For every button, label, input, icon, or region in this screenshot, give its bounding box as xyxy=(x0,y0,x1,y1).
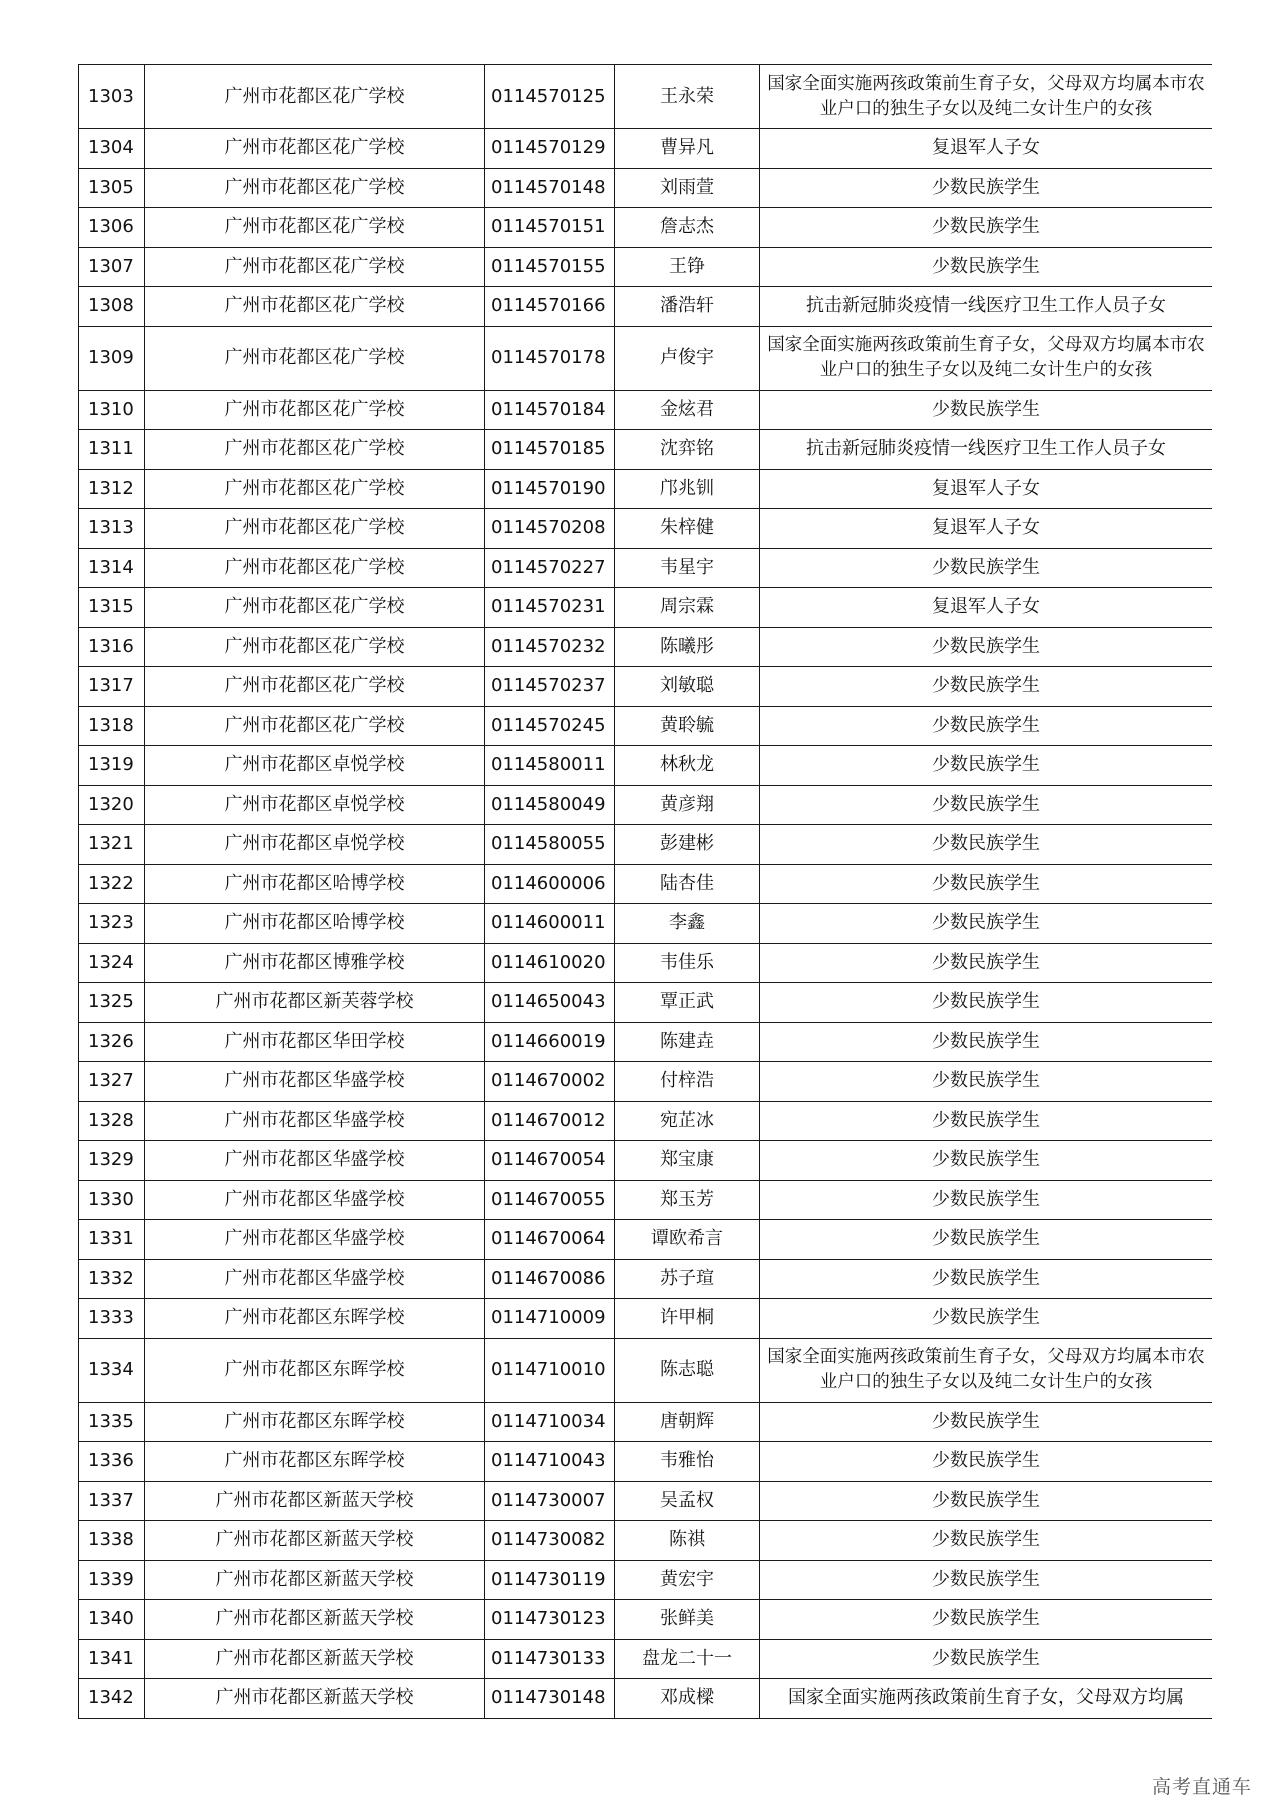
eligibility-category-cell: 少数民族学生 xyxy=(760,983,1213,1023)
student-name-cell: 潘浩轩 xyxy=(615,287,760,327)
table-row xyxy=(79,1442,1213,1482)
student-name-cell: 覃正武 xyxy=(615,983,760,1023)
school-name-cell: 广州市花都区花广学校 xyxy=(145,208,485,248)
table-row xyxy=(79,746,1213,786)
student-name-cell: 黄聆毓 xyxy=(615,706,760,746)
table-row xyxy=(79,1022,1213,1062)
table-row xyxy=(79,1521,1213,1561)
student-id-cell: 0114570237 xyxy=(485,667,615,707)
table-row xyxy=(79,1299,1213,1339)
school-name-cell: 广州市花都区华田学校 xyxy=(145,1022,485,1062)
eligibility-category-cell: 少数民族学生 xyxy=(760,1220,1213,1260)
school-name-cell: 广州市花都区花广学校 xyxy=(145,667,485,707)
eligibility-category-cell: 抗击新冠肺炎疫情一线医疗卫生工作人员子女 xyxy=(760,430,1213,470)
row-number-cell: 1320 xyxy=(79,785,145,825)
table-row xyxy=(79,1220,1213,1260)
eligibility-category-cell: 少数民族学生 xyxy=(760,1442,1213,1482)
student-id-cell: 0114730123 xyxy=(485,1600,615,1640)
school-name-cell: 广州市花都区花广学校 xyxy=(145,129,485,169)
row-number-cell: 1312 xyxy=(79,469,145,509)
school-name-cell: 广州市花都区花广学校 xyxy=(145,627,485,667)
eligibility-category-cell: 少数民族学生 xyxy=(760,1402,1213,1442)
student-name-cell: 韦雅怡 xyxy=(615,1442,760,1482)
row-number-cell: 1336 xyxy=(79,1442,145,1482)
eligibility-category-cell: 少数民族学生 xyxy=(760,904,1213,944)
table-row xyxy=(79,168,1213,208)
row-number-cell: 1342 xyxy=(79,1679,145,1719)
school-name-cell: 广州市花都区花广学校 xyxy=(145,548,485,588)
row-number-cell: 1326 xyxy=(79,1022,145,1062)
school-name-cell: 广州市花都区新蓝天学校 xyxy=(145,1481,485,1521)
row-number-cell: 1328 xyxy=(79,1101,145,1141)
row-number-cell: 1331 xyxy=(79,1220,145,1260)
row-number-cell: 1303 xyxy=(79,65,145,129)
school-name-cell: 广州市花都区新蓝天学校 xyxy=(145,1600,485,1640)
table-row xyxy=(79,825,1213,865)
row-number-cell: 1337 xyxy=(79,1481,145,1521)
student-name-cell: 刘雨萱 xyxy=(615,168,760,208)
row-number-cell: 1339 xyxy=(79,1560,145,1600)
row-number-cell: 1310 xyxy=(79,390,145,430)
eligibility-category-cell: 少数民族学生 xyxy=(760,1022,1213,1062)
table-row xyxy=(79,548,1213,588)
table-row xyxy=(79,430,1213,470)
row-number-cell: 1309 xyxy=(79,326,145,390)
watermark: 高考直通车 xyxy=(1151,1776,1252,1798)
student-name-cell: 陈建垚 xyxy=(615,1022,760,1062)
school-name-cell: 广州市花都区华盛学校 xyxy=(145,1141,485,1181)
school-name-cell: 广州市花都区华盛学校 xyxy=(145,1180,485,1220)
eligibility-category-cell: 抗击新冠肺炎疫情一线医疗卫生工作人员子女 xyxy=(760,287,1213,327)
row-number-cell: 1332 xyxy=(79,1259,145,1299)
student-name-cell: 邓成樑 xyxy=(615,1679,760,1719)
student-name-cell: 朱梓健 xyxy=(615,509,760,549)
student-id-cell: 0114670064 xyxy=(485,1220,615,1260)
table-row xyxy=(79,1062,1213,1102)
student-id-cell: 0114730119 xyxy=(485,1560,615,1600)
student-id-cell: 0114600006 xyxy=(485,864,615,904)
student-name-cell: 陈祺 xyxy=(615,1521,760,1561)
school-name-cell: 广州市花都区新蓝天学校 xyxy=(145,1679,485,1719)
row-number-cell: 1305 xyxy=(79,168,145,208)
table-row xyxy=(79,588,1213,628)
student-name-cell: 詹志杰 xyxy=(615,208,760,248)
table-row xyxy=(79,390,1213,430)
student-id-cell: 0114670055 xyxy=(485,1180,615,1220)
student-id-cell: 0114570155 xyxy=(485,247,615,287)
row-number-cell: 1322 xyxy=(79,864,145,904)
row-number-cell: 1340 xyxy=(79,1600,145,1640)
row-number-cell: 1316 xyxy=(79,627,145,667)
school-name-cell: 广州市花都区华盛学校 xyxy=(145,1220,485,1260)
table-row xyxy=(79,1141,1213,1181)
eligibility-category-cell: 国家全面实施两孩政策前生育子女，父母双方均属本市农业户口的独生子女以及纯二女计生户的女孩 xyxy=(760,326,1213,390)
document-sheet xyxy=(78,0,1212,1762)
student-name-cell: 韦星宇 xyxy=(615,548,760,588)
table-body xyxy=(79,65,1213,1719)
student-id-cell: 0114660019 xyxy=(485,1022,615,1062)
school-name-cell: 广州市花都区新蓝天学校 xyxy=(145,1639,485,1679)
student-id-cell: 0114580055 xyxy=(485,825,615,865)
eligibility-category-cell: 少数民族学生 xyxy=(760,548,1213,588)
row-number-cell: 1315 xyxy=(79,588,145,628)
school-name-cell: 广州市花都区花广学校 xyxy=(145,469,485,509)
student-name-cell: 王永荣 xyxy=(615,65,760,129)
school-name-cell: 广州市花都区花广学校 xyxy=(145,168,485,208)
student-name-cell: 沈弈铭 xyxy=(615,430,760,470)
student-name-cell: 林秋龙 xyxy=(615,746,760,786)
student-id-cell: 0114670002 xyxy=(485,1062,615,1102)
eligible-students-table xyxy=(78,64,1212,1719)
student-name-cell: 许甲桐 xyxy=(615,1299,760,1339)
row-number-cell: 1308 xyxy=(79,287,145,327)
student-id-cell: 0114570227 xyxy=(485,548,615,588)
table-row xyxy=(79,469,1213,509)
school-name-cell: 广州市花都区华盛学校 xyxy=(145,1101,485,1141)
student-name-cell: 卢俊宇 xyxy=(615,326,760,390)
eligibility-category-cell: 复退军人子女 xyxy=(760,588,1213,628)
school-name-cell: 广州市花都区花广学校 xyxy=(145,326,485,390)
student-id-cell: 0114730082 xyxy=(485,1521,615,1561)
eligibility-category-cell: 少数民族学生 xyxy=(760,864,1213,904)
row-number-cell: 1314 xyxy=(79,548,145,588)
table-row xyxy=(79,1600,1213,1640)
row-number-cell: 1304 xyxy=(79,129,145,169)
student-id-cell: 0114570125 xyxy=(485,65,615,129)
school-name-cell: 广州市花都区卓悦学校 xyxy=(145,785,485,825)
student-name-cell: 黄彦翔 xyxy=(615,785,760,825)
student-name-cell: 郑玉芳 xyxy=(615,1180,760,1220)
student-id-cell: 0114710034 xyxy=(485,1402,615,1442)
student-id-cell: 0114570129 xyxy=(485,129,615,169)
row-number-cell: 1323 xyxy=(79,904,145,944)
student-id-cell: 0114570245 xyxy=(485,706,615,746)
eligibility-category-cell: 少数民族学生 xyxy=(760,208,1213,248)
eligibility-category-cell: 国家全面实施两孩政策前生育子女，父母双方均属本市农业户口的独生子女以及纯二女计生户的女孩 xyxy=(760,1338,1213,1402)
eligibility-category-cell: 少数民族学生 xyxy=(760,943,1213,983)
eligibility-category-cell: 复退军人子女 xyxy=(760,509,1213,549)
row-number-cell: 1329 xyxy=(79,1141,145,1181)
eligibility-category-cell: 少数民族学生 xyxy=(760,825,1213,865)
table-row xyxy=(79,983,1213,1023)
student-id-cell: 0114730007 xyxy=(485,1481,615,1521)
school-name-cell: 广州市花都区华盛学校 xyxy=(145,1259,485,1299)
student-name-cell: 盘龙二十一 xyxy=(615,1639,760,1679)
eligibility-category-cell: 少数民族学生 xyxy=(760,627,1213,667)
student-name-cell: 陈曦彤 xyxy=(615,627,760,667)
student-id-cell: 0114670054 xyxy=(485,1141,615,1181)
table-row xyxy=(79,326,1213,390)
eligibility-category-cell: 少数民族学生 xyxy=(760,1481,1213,1521)
eligibility-category-cell: 少数民族学生 xyxy=(760,706,1213,746)
student-name-cell: 陆杏佳 xyxy=(615,864,760,904)
table-row xyxy=(79,1180,1213,1220)
row-number-cell: 1330 xyxy=(79,1180,145,1220)
eligibility-category-cell: 少数民族学生 xyxy=(760,667,1213,707)
school-name-cell: 广州市花都区东晖学校 xyxy=(145,1338,485,1402)
school-name-cell: 广州市花都区新蓝天学校 xyxy=(145,1521,485,1561)
row-number-cell: 1307 xyxy=(79,247,145,287)
student-id-cell: 0114730148 xyxy=(485,1679,615,1719)
school-name-cell: 广州市花都区花广学校 xyxy=(145,706,485,746)
school-name-cell: 广州市花都区东晖学校 xyxy=(145,1299,485,1339)
table-row xyxy=(79,1679,1213,1719)
student-name-cell: 谭欧希言 xyxy=(615,1220,760,1260)
row-number-cell: 1318 xyxy=(79,706,145,746)
school-name-cell: 广州市花都区花广学校 xyxy=(145,287,485,327)
row-number-cell: 1311 xyxy=(79,430,145,470)
row-number-cell: 1338 xyxy=(79,1521,145,1561)
row-number-cell: 1317 xyxy=(79,667,145,707)
student-name-cell: 邝兆钏 xyxy=(615,469,760,509)
student-id-cell: 0114600011 xyxy=(485,904,615,944)
table-row xyxy=(79,1639,1213,1679)
student-name-cell: 黄宏宇 xyxy=(615,1560,760,1600)
school-name-cell: 广州市花都区花广学校 xyxy=(145,65,485,129)
student-id-cell: 0114710010 xyxy=(485,1338,615,1402)
table-row xyxy=(79,943,1213,983)
table-row xyxy=(79,208,1213,248)
row-number-cell: 1313 xyxy=(79,509,145,549)
student-name-cell: 李鑫 xyxy=(615,904,760,944)
student-id-cell: 0114580049 xyxy=(485,785,615,825)
student-id-cell: 0114670012 xyxy=(485,1101,615,1141)
eligibility-category-cell: 少数民族学生 xyxy=(760,1299,1213,1339)
student-id-cell: 0114570185 xyxy=(485,430,615,470)
table-row xyxy=(79,1259,1213,1299)
student-id-cell: 0114570231 xyxy=(485,588,615,628)
student-name-cell: 苏子瑄 xyxy=(615,1259,760,1299)
table-row xyxy=(79,65,1213,129)
table-row xyxy=(79,1101,1213,1141)
eligibility-category-cell: 少数民族学生 xyxy=(760,390,1213,430)
row-number-cell: 1324 xyxy=(79,943,145,983)
student-id-cell: 0114650043 xyxy=(485,983,615,1023)
school-name-cell: 广州市花都区卓悦学校 xyxy=(145,825,485,865)
row-number-cell: 1341 xyxy=(79,1639,145,1679)
eligibility-category-cell: 少数民族学生 xyxy=(760,1180,1213,1220)
school-name-cell: 广州市花都区花广学校 xyxy=(145,247,485,287)
eligibility-category-cell: 少数民族学生 xyxy=(760,168,1213,208)
table-row xyxy=(79,1338,1213,1402)
school-name-cell: 广州市花都区东晖学校 xyxy=(145,1402,485,1442)
row-number-cell: 1325 xyxy=(79,983,145,1023)
eligibility-category-cell: 少数民族学生 xyxy=(760,1521,1213,1561)
student-id-cell: 0114710009 xyxy=(485,1299,615,1339)
student-name-cell: 宛芷冰 xyxy=(615,1101,760,1141)
eligibility-category-cell: 国家全面实施两孩政策前生育子女，父母双方均属本市农业户口的独生子女以及纯二女计生户的女孩 xyxy=(760,65,1213,129)
school-name-cell: 广州市花都区新蓝天学校 xyxy=(145,1560,485,1600)
table-row xyxy=(79,509,1213,549)
eligibility-category-cell: 少数民族学生 xyxy=(760,1141,1213,1181)
school-name-cell: 广州市花都区新芙蓉学校 xyxy=(145,983,485,1023)
student-name-cell: 彭建彬 xyxy=(615,825,760,865)
school-name-cell: 广州市花都区东晖学校 xyxy=(145,1442,485,1482)
eligibility-category-cell: 少数民族学生 xyxy=(760,1062,1213,1102)
student-id-cell: 0114570178 xyxy=(485,326,615,390)
student-name-cell: 唐朝辉 xyxy=(615,1402,760,1442)
row-number-cell: 1321 xyxy=(79,825,145,865)
student-name-cell: 曹异凡 xyxy=(615,129,760,169)
school-name-cell: 广州市花都区花广学校 xyxy=(145,509,485,549)
student-id-cell: 0114570148 xyxy=(485,168,615,208)
table-row xyxy=(79,1560,1213,1600)
table-row xyxy=(79,247,1213,287)
eligibility-category-cell: 国家全面实施两孩政策前生育子女，父母双方均属 xyxy=(760,1679,1213,1719)
table-row xyxy=(79,287,1213,327)
student-id-cell: 0114710043 xyxy=(485,1442,615,1482)
row-number-cell: 1335 xyxy=(79,1402,145,1442)
table-row xyxy=(79,706,1213,746)
school-name-cell: 广州市花都区花广学校 xyxy=(145,588,485,628)
student-name-cell: 刘敏聪 xyxy=(615,667,760,707)
row-number-cell: 1319 xyxy=(79,746,145,786)
student-id-cell: 0114580011 xyxy=(485,746,615,786)
row-number-cell: 1306 xyxy=(79,208,145,248)
eligibility-category-cell: 复退军人子女 xyxy=(760,469,1213,509)
student-name-cell: 金炫君 xyxy=(615,390,760,430)
eligibility-category-cell: 少数民族学生 xyxy=(760,1101,1213,1141)
table-row xyxy=(79,627,1213,667)
student-name-cell: 王铮 xyxy=(615,247,760,287)
student-id-cell: 0114570190 xyxy=(485,469,615,509)
student-id-cell: 0114570232 xyxy=(485,627,615,667)
student-id-cell: 0114570166 xyxy=(485,287,615,327)
school-name-cell: 广州市花都区花广学校 xyxy=(145,390,485,430)
table-row xyxy=(79,785,1213,825)
eligibility-category-cell: 少数民族学生 xyxy=(760,785,1213,825)
eligibility-category-cell: 少数民族学生 xyxy=(760,1560,1213,1600)
student-name-cell: 吴孟权 xyxy=(615,1481,760,1521)
table-row xyxy=(79,667,1213,707)
eligibility-category-cell: 少数民族学生 xyxy=(760,746,1213,786)
school-name-cell: 广州市花都区华盛学校 xyxy=(145,1062,485,1102)
student-id-cell: 0114570184 xyxy=(485,390,615,430)
student-id-cell: 0114570208 xyxy=(485,509,615,549)
table-row xyxy=(79,1402,1213,1442)
eligibility-category-cell: 少数民族学生 xyxy=(760,247,1213,287)
student-id-cell: 0114610020 xyxy=(485,943,615,983)
school-name-cell: 广州市花都区博雅学校 xyxy=(145,943,485,983)
eligibility-category-cell: 少数民族学生 xyxy=(760,1600,1213,1640)
student-name-cell: 韦佳乐 xyxy=(615,943,760,983)
student-name-cell: 郑宝康 xyxy=(615,1141,760,1181)
eligibility-category-cell: 少数民族学生 xyxy=(760,1259,1213,1299)
eligibility-category-cell: 复退军人子女 xyxy=(760,129,1213,169)
student-name-cell: 张鲜美 xyxy=(615,1600,760,1640)
school-name-cell: 广州市花都区卓悦学校 xyxy=(145,746,485,786)
school-name-cell: 广州市花都区哈博学校 xyxy=(145,864,485,904)
table-row xyxy=(79,864,1213,904)
table-row xyxy=(79,1481,1213,1521)
student-name-cell: 陈志聪 xyxy=(615,1338,760,1402)
student-id-cell: 0114570151 xyxy=(485,208,615,248)
student-id-cell: 0114730133 xyxy=(485,1639,615,1679)
table-row xyxy=(79,904,1213,944)
school-name-cell: 广州市花都区花广学校 xyxy=(145,430,485,470)
row-number-cell: 1327 xyxy=(79,1062,145,1102)
row-number-cell: 1334 xyxy=(79,1338,145,1402)
student-name-cell: 付梓浩 xyxy=(615,1062,760,1102)
row-number-cell: 1333 xyxy=(79,1299,145,1339)
student-id-cell: 0114670086 xyxy=(485,1259,615,1299)
student-name-cell: 周宗霖 xyxy=(615,588,760,628)
eligibility-category-cell: 少数民族学生 xyxy=(760,1639,1213,1679)
school-name-cell: 广州市花都区哈博学校 xyxy=(145,904,485,944)
table-row xyxy=(79,129,1213,169)
